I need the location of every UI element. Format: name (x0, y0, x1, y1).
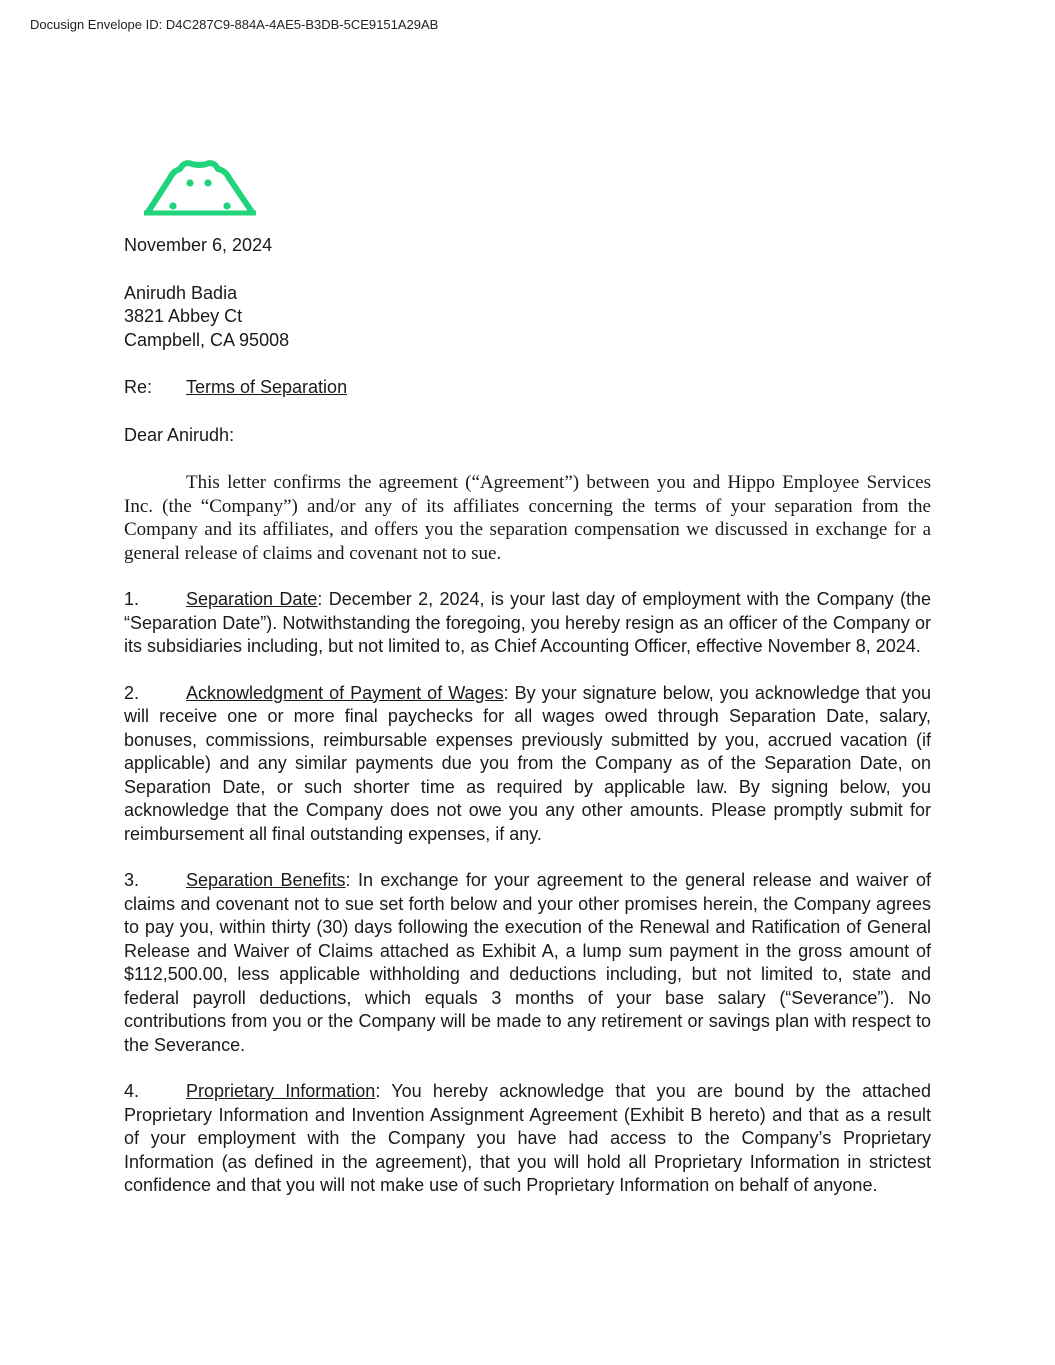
section-body: : By your signature below, you acknowledge that you will receive one or more final paychecks for all wages owed through Separation Date, salary, bonuses, commissions, reimbursable expenses previously submitted by you, accrued vacation (if applicable) and any similar payments due you from the Company as of the Separation Date, on Separation Date, or such shorter time as required by applicable law. By signing below, you acknowledge that the Company does not owe you any other amounts. Please promptly submit for reimbursement all final outstanding expenses, if any. (124, 682, 931, 844)
section-payment-of-wages (124, 682, 931, 847)
section-heading: Separation Date (186, 589, 318, 609)
recipient-address (124, 282, 931, 353)
recipient-city: Campbell, CA 95008 (124, 329, 290, 350)
re-subject: Terms of Separation (186, 377, 348, 397)
hippo-logo (140, 155, 260, 219)
recipient-street: 3821 Abbey Ct (124, 306, 243, 326)
letter-body (124, 234, 931, 1221)
section-heading: Separation Benefits (186, 870, 346, 890)
section-heading: Acknowledgment of Payment of Wages (186, 682, 504, 703)
section-number: 4. (124, 1081, 140, 1101)
section-heading: Proprietary Information (186, 1081, 376, 1101)
subject-line (124, 376, 931, 400)
docusign-envelope-id: Docusign Envelope ID: D4C287C9-884A-4AE5-B3DB-5CE9151A29AB (30, 17, 439, 32)
section-number: 3. (124, 870, 140, 890)
section-body: : You hereby acknowledge that you are bound by the attached Proprietary Information and Invention Assignment Agreement (Exhibit B hereto) and that as a result of your employment with the Company you have had access to the Company’s Proprietary Information (as defined in the agreement), that you will hold all Proprietary Information in strictest confidence and that you will not make use of such Proprietary Information on behalf of anyone. (124, 1081, 932, 1195)
section-separation-benefits (124, 869, 931, 1057)
section-separation-date (124, 588, 931, 659)
re-label: Re: (124, 377, 153, 397)
recipient-name: Anirudh Badia (124, 282, 238, 303)
letter-date: November 6, 2024 (124, 235, 273, 255)
intro-paragraph: This letter confirms the agreement (“Agreement”) between you and Hippo Employee Services Inc. (the “Company”) and/or any of its affiliates concerning the terms of your separation from the Company and its affiliates, and offers you the separation compensation we discussed in exchange for a general release of claims and covenant not to sue. (124, 472, 931, 564)
section-body: : In exchange for your agreement to the general release and waiver of claims and covenant not to sue set forth below and your other promises herein, the Company agrees to pay you, within thirty (30) days following the execution of the Renewal and Ratification of General Release and Waiver of Claims attached as Exhibit A, a lump sum payment in the gross amount of $112,500.00, less applicable withholding and deductions including, but not limited to, state and federal payroll deductions, which equals 3 months of your base salary (“Severance”). No contributions from you or the Company will be made to any retirement or savings plan with respect to the Severance. (124, 870, 931, 1055)
section-number: 2. (124, 682, 140, 703)
section-body: : December 2, 2024, is your last day of employment with the Company (the “Separation Date”). Notwithstanding the foregoing, you hereby resign as an officer of the Company or its subsidiaries including, but not limited to, as Chief Accounting Officer, effective November 8, 2024. (124, 589, 931, 656)
greeting: Dear Anirudh: (124, 424, 235, 445)
section-proprietary-information (124, 1080, 931, 1198)
section-number: 1. (124, 589, 140, 609)
